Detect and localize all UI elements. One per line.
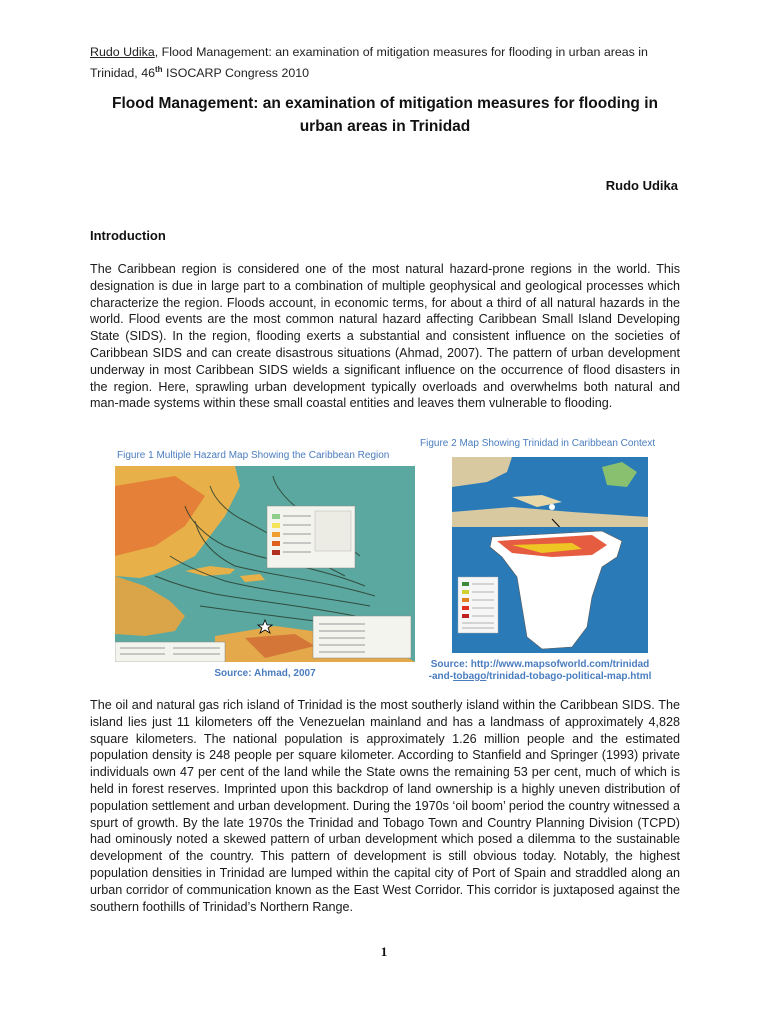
running-head-superscript: th bbox=[154, 65, 163, 74]
trinidad-context-map bbox=[452, 457, 648, 653]
running-head-text: , Flood Management: an examination of mitigation measures for flooding in urban areas in Trinidad, 46 bbox=[90, 45, 648, 81]
figure-2-source-line2-underlined: tobago bbox=[453, 671, 487, 682]
figure-2-source bbox=[420, 659, 660, 683]
running-head bbox=[90, 44, 690, 82]
paper-title: Flood Management: an examination of mitigation measures for flooding in urban areas in Trinidad bbox=[112, 95, 658, 135]
caribbean-inset bbox=[452, 457, 648, 527]
map2-legend bbox=[458, 577, 498, 633]
running-head-congress: ISOCARP Congress 2010 bbox=[162, 66, 310, 81]
page-number: 1 bbox=[380, 944, 388, 959]
figure-1-source: Source: Ahmad, 2007 bbox=[214, 668, 316, 679]
figure-2-caption: Figure 2 Map Showing Trinidad in Caribbean Context bbox=[420, 438, 656, 449]
storm-legend-box bbox=[313, 616, 411, 658]
paragraph-introduction: The Caribbean region is considered one of the most natural hazard-prone regions in the world. This designation is due in large part to a combination of multiple geophysical and geological processes which characterize the region. Floods account, in economic terms, for about a third of all natural hazards in the world. Flood events are the most common natural hazard affecting Caribbean Small Island Developing State (SIDS). In the region, flooding exerts a substantial and consistent influence on the societies of Caribbean SIDS and can create disastrous situations (Ahmad, 2007). The pattern of urban development underway in most Caribbean SIDS wields a significant influence on the occurrence of flood disasters in the region. Here, sprawling urban development typically overloads and overwhelms both natural and man-made systems within these small coastal entities and leaves them vulnerable to flooding. bbox=[90, 262, 680, 411]
paragraph-trinidad: The oil and natural gas rich island of Trinidad is the most southerly island within the Caribbean SIDS. The island lies just 11 kilometers off the Venezuelan mainland and has a landmass of approximately 4,828 square kilometers. The national population is approximately 1.26 million people and the estimated population density is 248 people per square kilometer. According to Stanfield and Springer (1993) private individuals own 47 per cent of the land while the State owns the remaining 53 per cent, much of which is held in forest reserves. Imprinted upon this backdrop of land ownership is a highly uneven distribution of population settlement and urban development. During the 1970s ‘oil boom’ period the country witnessed a spurt of growth. By the late 1970s the Trinidad and Tobago Town and Country Planning Division (TCPD) had ominously noted a skewed pattern of urban development which posed a dilemma to the sustainable development of the country. This pattern of development is still obvious today. Notably, the highest population densities in Trinidad are lumped within the capital city of Port of Spain and straddled along an urban corridor of communication known as the East West Corridor. This corridor is juxtaposed against the southern foothills of Trinidad’s Northern Range. bbox=[90, 698, 680, 914]
figure-2-source-line1: Source: http://www.mapsofworld.com/trinidad bbox=[430, 659, 650, 670]
tsunami-legend-box bbox=[115, 642, 225, 662]
figure-1-caption: Figure 1 Multiple Hazard Map Showing the Caribbean Region bbox=[117, 450, 390, 461]
paper-author: Rudo Udika bbox=[605, 178, 678, 193]
figure-2-source-line2-suffix: /trinidad-tobago-political-map.html bbox=[486, 671, 652, 682]
section-heading-introduction: Introduction bbox=[90, 228, 166, 243]
map-legend-box bbox=[267, 506, 355, 568]
figure-2-source-line2-prefix: -and- bbox=[428, 671, 454, 682]
multiple-hazard-map bbox=[115, 466, 415, 662]
figure-1 bbox=[115, 450, 415, 679]
running-head-author: Rudo Udika bbox=[90, 45, 155, 59]
figure-2 bbox=[420, 435, 660, 685]
